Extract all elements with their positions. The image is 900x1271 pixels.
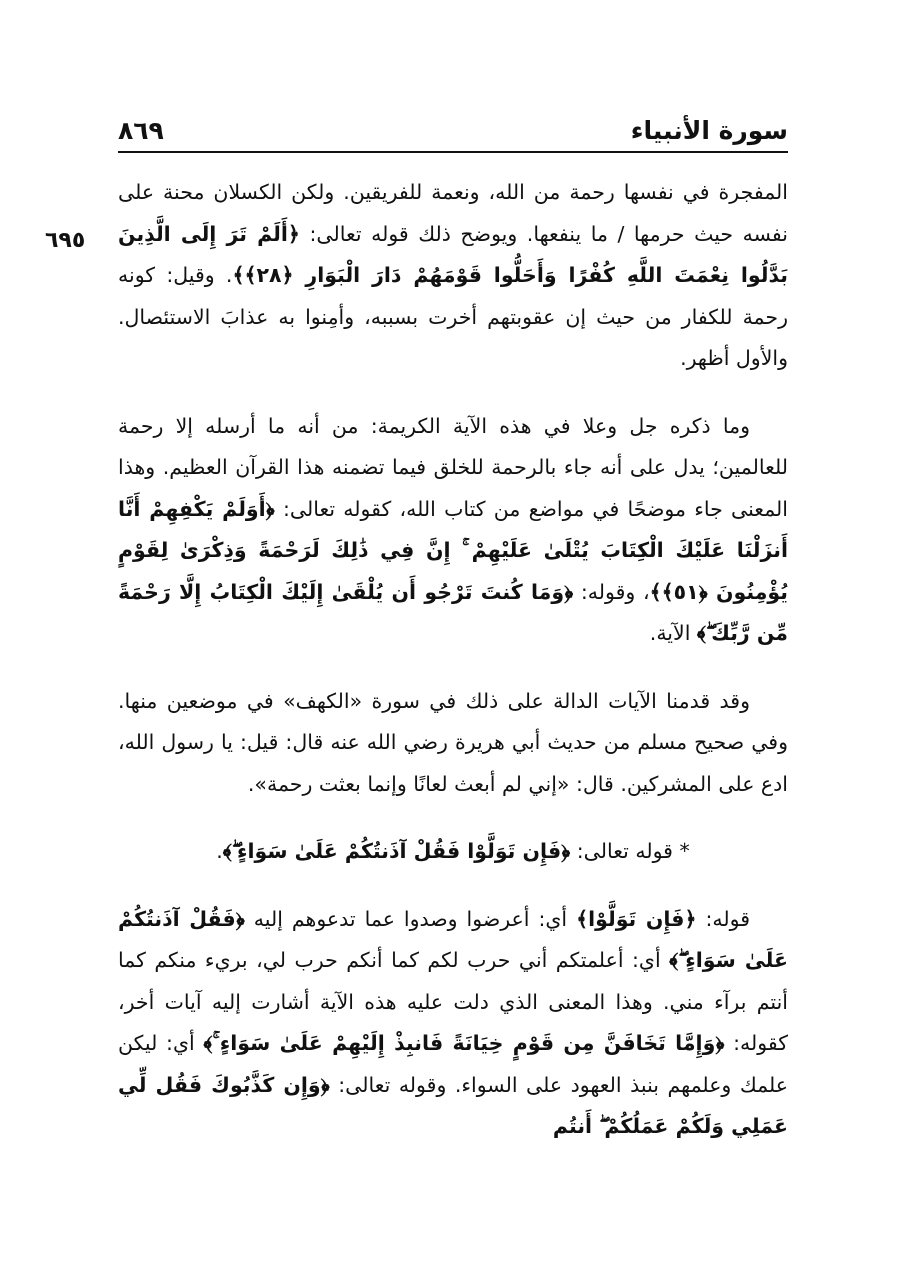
paragraph-4 (118, 899, 788, 1148)
quran-verse: ﴿أَلَمْ تَرَ إِلَى الَّذِينَ بَدَّلُوا نِعْمَتَ اللَّهِ كُفْرًا وَأَحَلُّوا قَوْمَهُمْ دَارَ الْبَوَارِ ﴿٢٨﴾﴾ (118, 221, 788, 287)
paragraph-2 (118, 406, 788, 655)
quran-verse: ﴿فَقُلْ آذَنتُكُمْ عَلَىٰ سَوَاءٍ ۖ﴾ (118, 906, 788, 972)
header-divider (118, 151, 788, 153)
paragraph-text: ، وقوله: (573, 579, 650, 604)
quran-verse: ﴿أَوَلَمْ يَكْفِهِمْ أَنَّا أَنزَلْنَا عَلَيْكَ الْكِتَابَ يُتْلَىٰ عَلَيْهِمْ ۚ إِنَّ فِي ذَٰلِكَ لَرَحْمَةً وَذِكْرَىٰ لِقَوْمٍ يُؤْمِنُونَ ﴿٥١﴾﴾ (118, 496, 788, 604)
heading-text: . (216, 839, 223, 863)
paragraph-text: وما ذكره جل وعلا في هذه الآية الكريمة: من أنه ما أرسله إلا رحمة للعالمين؛ يدل على أنه جاء بالرحمة للخلق فيما تضمنه هذا القرآن العظيم. وهذا المعنى جاء موضحًا في مواضع من كتاب الله، كقوله تعالى: (118, 413, 788, 521)
margin-reference-number: ٦٩٥ (45, 228, 86, 253)
paragraph-text: وقد قدمنا الآيات الدالة على ذلك في سورة «الكهف» في موضعين منها. وفي صحيح مسلم من حديث أبي هريرة رضي الله عنه قال: قيل: يا رسول الله، ادع على المشركين. قال: «إني لم أبعث لعانًا وإنما بعثت رحمة». (118, 688, 788, 796)
paragraph-text: أي: أعرضوا وصدوا عما تدعوهم إليه (244, 906, 577, 931)
page-header (118, 110, 788, 150)
paragraph-text: المفجرة في نفسها رحمة من الله، ونعمة للفريقين. ولكن الكسلان محنة على نفسه حيث حرمها / ما ينفعها. ويوضح ذلك قوله تعالى: (118, 180, 788, 246)
chapter-title: سورة الأنبياء (630, 116, 788, 145)
page-body (118, 172, 788, 1174)
paragraph-text: قوله: (696, 906, 751, 931)
paragraph-text: أي: ليكن علمك وعلمهم بنبذ العهود على السواء. وقوله تعالى: (118, 1031, 788, 1097)
quran-verse: ﴿فَإِن تَوَلَّوْا فَقُلْ آذَنتُكُمْ عَلَىٰ سَوَاءٍ ۖ﴾ (222, 839, 571, 863)
verse-heading (118, 831, 788, 873)
quran-verse: ﴿وَإِمَّا تَخَافَنَّ مِن قَوْمٍ خِيَانَةً فَانبِذْ إِلَيْهِمْ عَلَىٰ سَوَاءٍ ۚ﴾ (203, 1031, 725, 1055)
heading-text: * قوله تعالى: (570, 839, 690, 863)
paragraph-text: الآية. (649, 621, 697, 645)
page-number: ٨٦٩ (118, 116, 164, 145)
quran-verse: ﴿فَإِن تَوَلَّوْا﴾ (576, 906, 697, 931)
quran-verse: ﴿وَإِن كَذَّبُوكَ فَقُل لِّي عَمَلِي وَلَكُمْ عَمَلُكُمْ ۖ أَنتُم (118, 1072, 788, 1138)
paragraph-text: أي: أعلمتكم أني حرب لكم كما أنكم حرب لي، بريء منكم كما أنتم برآء مني. وهذا المعنى الذي دلت عليه هذه الآية أشارت إليه آيات أخر، كقوله: (118, 948, 788, 1055)
paragraph-1 (118, 172, 788, 380)
paragraph-3 (118, 681, 788, 806)
quran-verse: ﴿وَمَا كُنتَ تَرْجُو أَن يُلْقَىٰ إِلَيْكَ الْكِتَابُ إِلَّا رَحْمَةً مِّن رَّبِّكَ ۖ﴾ (118, 579, 788, 645)
paragraph-text: . وقيل: كونه رحمة للكفار من حيث إن عقوبتهم أخرت بسببه، وأمِنوا به عذابَ الاستئصال. والأول أظهر. (118, 263, 788, 370)
